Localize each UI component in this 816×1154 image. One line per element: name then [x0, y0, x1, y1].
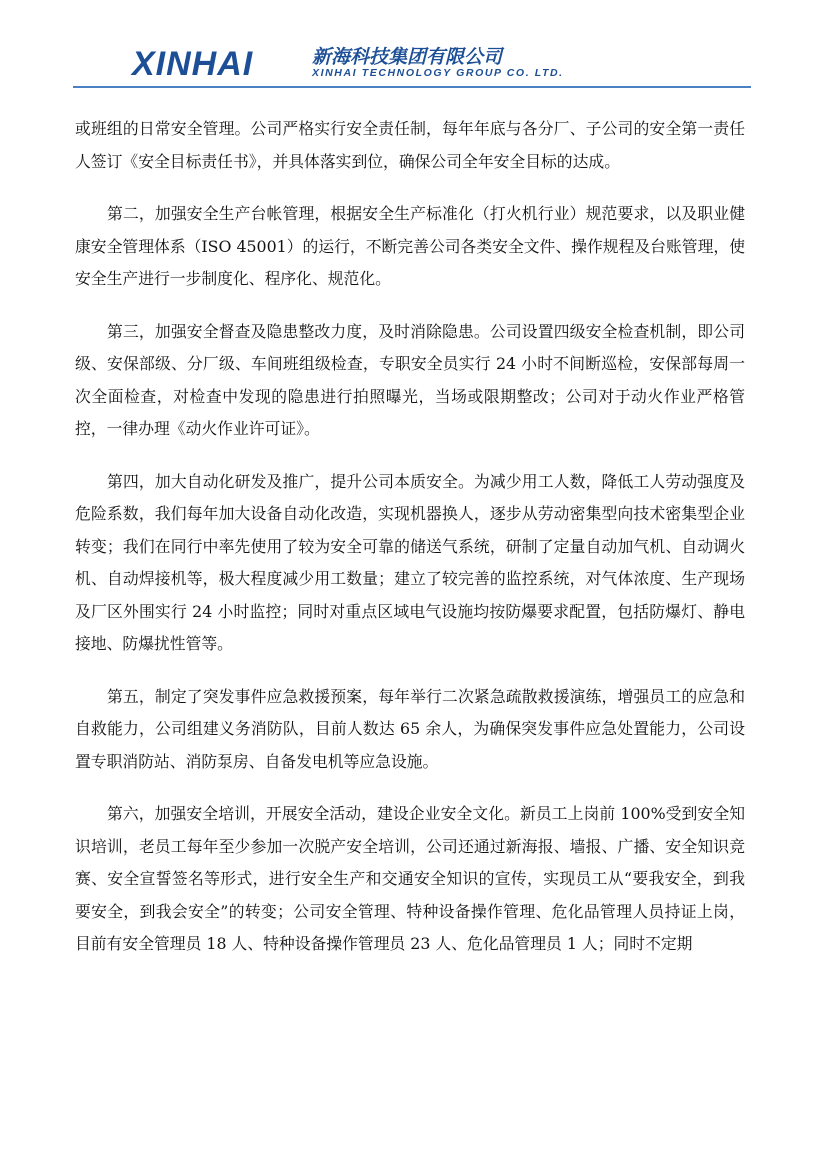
- paragraph-sixth: 第六，加强安全培训，开展安全活动，建设企业安全文化。新员工上岗前 100%受到安全知识培训，老员工每年至少参加一次脱产安全培训，公司还通过新海报、墙报、广播、安全知识竞赛、安全宣誓签名等形式，进行安全生产和交通安全知识的宣传，实现员工从“要我安全，到我要安全，到我会安全”的转变；公司安全管理、特种设备操作管理、危化品管理人员持证上岗，目前有安全管理员 18 人、特种设备操作管理员 23 人、危化品管理员 1 人；同时不定期: [75, 804, 745, 953]
- page-header: [0, 0, 816, 90]
- paragraph-fourth: 第四，加大自动化研发及推广，提升公司本质安全。为减少用工人数，降低工人劳动强度及危险系数，我们每年加大设备自动化改造，实现机器换人，逐步从劳动密集型向技术密集型企业转变；我们在同行中率先使用了较为安全可靠的储送气系统，研制了定量自动加气机、自动调火机、自动焊接机等，极大程度减少用工数量；建立了较完善的监控系统，对气体浓度、生产现场及厂区外围实行 24 小时监控；同时对重点区域电气设施均按防爆要求配置，包括防爆灯、静电接地、防爆扰性管等。: [75, 471, 745, 653]
- paragraph-third: 第三，加强安全督查及隐患整改力度，及时消除隐患。公司设置四级安全检查机制，即公司级、安保部级、分厂级、车间班组级检查，专职安全员实行 24 小时不间断巡检，安保部每周一次全面检查，对检查中发现的隐患进行拍照曝光，当场或限期整改；公司对于动火作业严格管控，一律办理《动火作业许可证》。: [75, 321, 745, 438]
- paragraph-continuation: 或班组的日常安全管理。公司严格实行安全责任制，每年年底与各分厂、子公司的安全第一责任人签订《安全目标责任书》，并具体落实到位，确保公司全年安全目标的达成。: [75, 119, 745, 171]
- company-name-english: XINHAI TECHNOLOGY GROUP CO. LTD.: [312, 67, 564, 79]
- paragraph-fifth: 第五，制定了突发事件应急救援预案，每年举行二次紧急疏散救援演练，增强员工的应急和自救能力，公司组建义务消防队，目前人数达 65 余人，为确保突发事件应急处置能力，公司设置专职消防站、消防泵房、自备发电机等应急设施。: [75, 686, 745, 771]
- company-name-chinese: 新海科技集团有限公司: [312, 46, 503, 68]
- document-body: [75, 113, 745, 981]
- paragraph-second: 第二，加强安全生产台帐管理，根据安全生产标准化（打火机行业）规范要求，以及职业健康安全管理体系（ISO 45001）的运行，不断完善公司各类安全文件、操作规程及台账管理，使安全生产进行一步制度化、程序化、规范化。: [75, 204, 745, 288]
- company-logo-wordmark: XINHAI: [132, 45, 254, 83]
- header-divider: [73, 86, 751, 88]
